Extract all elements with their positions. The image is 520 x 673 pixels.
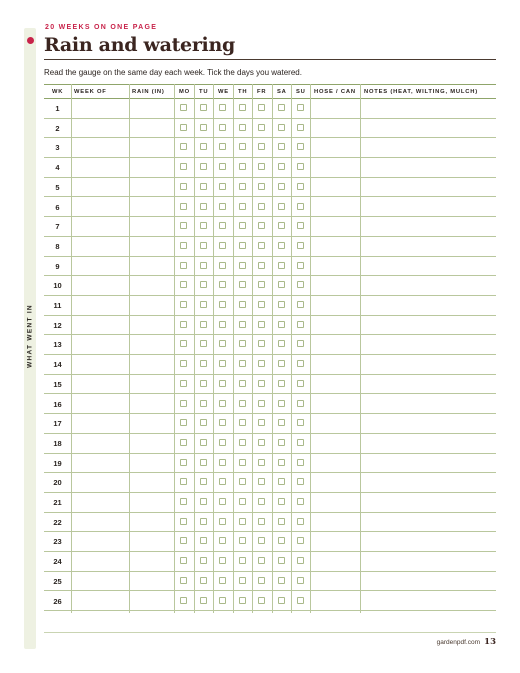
checkbox-mo[interactable] [180, 380, 187, 387]
week-number: 10 [53, 281, 62, 291]
checkbox-tu[interactable] [200, 537, 207, 544]
checkbox-tu[interactable] [200, 301, 207, 308]
checkbox-fr[interactable] [258, 163, 265, 170]
week-number: 6 [55, 202, 60, 212]
checkbox-mo[interactable] [180, 104, 187, 111]
checkbox-th[interactable] [239, 143, 246, 150]
side-label: WHAT WENT IN [26, 304, 34, 368]
checkbox-su[interactable] [297, 439, 304, 446]
checkbox-tu[interactable] [200, 143, 207, 150]
checkbox-fr[interactable] [258, 222, 265, 229]
page-number: 13 [484, 637, 496, 647]
checkbox-th[interactable] [239, 518, 246, 525]
checkbox-we[interactable] [219, 557, 226, 564]
checkbox-tu[interactable] [200, 597, 207, 604]
checkbox-sa[interactable] [278, 459, 285, 466]
checkbox-fr[interactable] [258, 301, 265, 308]
week-number: 22 [53, 517, 62, 527]
header-th: TH [238, 89, 248, 95]
checkbox-mo[interactable] [180, 321, 187, 328]
checkbox-fr[interactable] [258, 262, 265, 269]
checkbox-mo[interactable] [180, 597, 187, 604]
header-su: SU [296, 89, 306, 95]
week-number: 14 [53, 360, 62, 370]
checkbox-mo[interactable] [180, 459, 187, 466]
checkbox-su[interactable] [297, 222, 304, 229]
checkbox-we[interactable] [219, 380, 226, 387]
checkbox-we[interactable] [219, 124, 226, 131]
table-row [44, 493, 496, 513]
checkbox-we[interactable] [219, 577, 226, 584]
table-row [44, 335, 496, 355]
checkbox-su[interactable] [297, 459, 304, 466]
checkbox-th[interactable] [239, 498, 246, 505]
checkbox-tu[interactable] [200, 340, 207, 347]
checkbox-sa[interactable] [278, 262, 285, 269]
checkbox-we[interactable] [219, 400, 226, 407]
footer-site: gardenpdf.com [436, 639, 480, 646]
header-we: WE [218, 89, 229, 95]
checkbox-th[interactable] [239, 597, 246, 604]
checkbox-mo[interactable] [180, 360, 187, 367]
checkbox-sa[interactable] [278, 242, 285, 249]
table-row [44, 592, 496, 612]
intro-text: Read the gauge on the same day each week. Tick the days you watered. [44, 68, 302, 77]
checkbox-fr[interactable] [258, 124, 265, 131]
week-number: 11 [53, 301, 62, 310]
checkbox-tu[interactable] [200, 360, 207, 367]
checkbox-we[interactable] [219, 143, 226, 150]
checkbox-th[interactable] [239, 104, 246, 111]
checkbox-su[interactable] [297, 360, 304, 367]
table-row [44, 513, 496, 533]
table-row [44, 257, 496, 277]
week-number: 20 [53, 478, 62, 488]
checkbox-su[interactable] [297, 203, 304, 210]
checkbox-sa[interactable] [278, 163, 285, 170]
week-number: 13 [53, 340, 62, 350]
checkbox-fr[interactable] [258, 203, 265, 210]
checkbox-th[interactable] [239, 183, 246, 190]
page-title: Rain and watering [44, 34, 235, 56]
header-wk: WK [52, 89, 64, 95]
checkbox-th[interactable] [239, 459, 246, 466]
header-mo: MO [179, 89, 190, 95]
week-number: 25 [53, 576, 62, 586]
table-row [44, 434, 496, 454]
table-row [44, 375, 496, 395]
checkbox-mo[interactable] [180, 281, 187, 288]
table-row [44, 414, 496, 434]
table-row [44, 119, 496, 139]
checkbox-su[interactable] [297, 340, 304, 347]
checkbox-th[interactable] [239, 222, 246, 229]
checkbox-su[interactable] [297, 380, 304, 387]
checkbox-su[interactable] [297, 104, 304, 111]
table-row [44, 572, 496, 592]
checkbox-fr[interactable] [258, 557, 265, 564]
table-header [44, 84, 496, 99]
watering-table [44, 84, 496, 613]
table-row [44, 473, 496, 493]
table-row [44, 99, 496, 119]
table-row [44, 178, 496, 198]
checkbox-tu[interactable] [200, 478, 207, 485]
checkbox-th[interactable] [239, 537, 246, 544]
week-number: 19 [53, 458, 62, 468]
checkbox-we[interactable] [219, 163, 226, 170]
checkbox-fr[interactable] [258, 478, 265, 485]
checkbox-sa[interactable] [278, 537, 285, 544]
checkbox-su[interactable] [297, 143, 304, 150]
accent-dot [27, 37, 34, 44]
checkbox-tu[interactable] [200, 321, 207, 328]
checkbox-su[interactable] [297, 537, 304, 544]
checkbox-th[interactable] [239, 124, 246, 131]
week-number: 7 [55, 222, 60, 232]
checkbox-fr[interactable] [258, 459, 265, 466]
checkbox-sa[interactable] [278, 301, 285, 308]
checkbox-tu[interactable] [200, 281, 207, 288]
header-fr: FR [257, 89, 267, 95]
checkbox-mo[interactable] [180, 439, 187, 446]
checkbox-we[interactable] [219, 537, 226, 544]
header-hose: HOSE / CAN [314, 89, 356, 95]
checkbox-fr[interactable] [258, 577, 265, 584]
checkbox-we[interactable] [219, 459, 226, 466]
checkbox-fr[interactable] [258, 183, 265, 190]
checkbox-th[interactable] [239, 380, 246, 387]
checkbox-sa[interactable] [278, 183, 285, 190]
checkbox-fr[interactable] [258, 281, 265, 288]
checkbox-we[interactable] [219, 203, 226, 210]
checkbox-th[interactable] [239, 478, 246, 485]
checkbox-fr[interactable] [258, 143, 265, 150]
kicker: 20 WEEKS ON ONE PAGE [45, 24, 158, 31]
checkbox-we[interactable] [219, 242, 226, 249]
checkbox-mo[interactable] [180, 557, 187, 564]
checkbox-su[interactable] [297, 400, 304, 407]
checkbox-sa[interactable] [278, 518, 285, 525]
week-number: 17 [53, 419, 62, 429]
week-number: 9 [55, 261, 60, 271]
checkbox-fr[interactable] [258, 597, 265, 604]
checkbox-we[interactable] [219, 183, 226, 190]
checkbox-we[interactable] [219, 340, 226, 347]
week-number: 18 [53, 438, 62, 448]
checkbox-th[interactable] [239, 281, 246, 288]
checkbox-fr[interactable] [258, 400, 265, 407]
header-notes: NOTES (HEAT, WILTING, MULCH) [364, 89, 478, 95]
checkbox-su[interactable] [297, 419, 304, 426]
table-row [44, 237, 496, 257]
checkbox-tu[interactable] [200, 557, 207, 564]
checkbox-fr[interactable] [258, 321, 265, 328]
checkbox-sa[interactable] [278, 597, 285, 604]
checkbox-fr[interactable] [258, 439, 265, 446]
checkbox-sa[interactable] [278, 577, 285, 584]
checkbox-mo[interactable] [180, 124, 187, 131]
header-week-of: WEEK OF [74, 89, 107, 95]
checkbox-fr[interactable] [258, 380, 265, 387]
checkbox-we[interactable] [219, 597, 226, 604]
checkbox-we[interactable] [219, 321, 226, 328]
checkbox-fr[interactable] [258, 104, 265, 111]
checkbox-sa[interactable] [278, 478, 285, 485]
checkbox-sa[interactable] [278, 281, 285, 288]
header-rain: RAIN (IN) [132, 89, 165, 95]
checkbox-th[interactable] [239, 577, 246, 584]
checkbox-sa[interactable] [278, 203, 285, 210]
week-number: 15 [53, 379, 62, 389]
week-number: 5 [55, 182, 60, 192]
checkbox-we[interactable] [219, 360, 226, 367]
checkbox-su[interactable] [297, 557, 304, 564]
checkbox-tu[interactable] [200, 203, 207, 210]
checkbox-mo[interactable] [180, 222, 187, 229]
checkbox-mo[interactable] [180, 537, 187, 544]
checkbox-mo[interactable] [180, 301, 187, 308]
checkbox-th[interactable] [239, 203, 246, 210]
checkbox-fr[interactable] [258, 537, 265, 544]
table-row [44, 552, 496, 572]
checkbox-sa[interactable] [278, 124, 285, 131]
checkbox-su[interactable] [297, 281, 304, 288]
table-row [44, 198, 496, 218]
checkbox-fr[interactable] [258, 242, 265, 249]
checkbox-su[interactable] [297, 242, 304, 249]
table-row [44, 138, 496, 158]
checkbox-we[interactable] [219, 262, 226, 269]
table-row [44, 532, 496, 552]
checkbox-we[interactable] [219, 439, 226, 446]
checkbox-fr[interactable] [258, 360, 265, 367]
checkbox-we[interactable] [219, 222, 226, 229]
checkbox-we[interactable] [219, 478, 226, 485]
checkbox-tu[interactable] [200, 380, 207, 387]
checkbox-mo[interactable] [180, 242, 187, 249]
checkbox-th[interactable] [239, 262, 246, 269]
checkbox-mo[interactable] [180, 577, 187, 584]
checkbox-sa[interactable] [278, 419, 285, 426]
checkbox-mo[interactable] [180, 143, 187, 150]
checkbox-su[interactable] [297, 321, 304, 328]
week-number: 1 [55, 104, 60, 113]
title-rule [44, 59, 496, 60]
checkbox-sa[interactable] [278, 222, 285, 229]
checkbox-sa[interactable] [278, 321, 285, 328]
checkbox-su[interactable] [297, 478, 304, 485]
checkbox-th[interactable] [239, 242, 246, 249]
checkbox-su[interactable] [297, 124, 304, 131]
checkbox-th[interactable] [239, 400, 246, 407]
week-number: 24 [53, 557, 62, 567]
checkbox-su[interactable] [297, 262, 304, 269]
checkbox-th[interactable] [239, 557, 246, 564]
checkbox-tu[interactable] [200, 459, 207, 466]
checkbox-su[interactable] [297, 577, 304, 584]
checkbox-sa[interactable] [278, 400, 285, 407]
checkbox-mo[interactable] [180, 183, 187, 190]
checkbox-mo[interactable] [180, 478, 187, 485]
checkbox-th[interactable] [239, 301, 246, 308]
checkbox-mo[interactable] [180, 518, 187, 525]
header-sa: SA [277, 89, 287, 95]
checkbox-sa[interactable] [278, 340, 285, 347]
checkbox-sa[interactable] [278, 104, 285, 111]
checkbox-we[interactable] [219, 301, 226, 308]
checkbox-sa[interactable] [278, 557, 285, 564]
checkbox-mo[interactable] [180, 203, 187, 210]
week-number: 21 [53, 498, 62, 507]
checkbox-fr[interactable] [258, 518, 265, 525]
checkbox-sa[interactable] [278, 498, 285, 505]
checkbox-we[interactable] [219, 104, 226, 111]
checkbox-mo[interactable] [180, 498, 187, 505]
checkbox-su[interactable] [297, 163, 304, 170]
week-number: 23 [53, 537, 62, 547]
table-row [44, 217, 496, 237]
checkbox-mo[interactable] [180, 163, 187, 170]
checkbox-sa[interactable] [278, 143, 285, 150]
checkbox-fr[interactable] [258, 498, 265, 505]
checkbox-fr[interactable] [258, 419, 265, 426]
table-row [44, 316, 496, 336]
checkbox-th[interactable] [239, 321, 246, 328]
week-number: 8 [55, 241, 60, 251]
checkbox-we[interactable] [219, 281, 226, 288]
checkbox-tu[interactable] [200, 104, 207, 111]
checkbox-sa[interactable] [278, 439, 285, 446]
checkbox-tu[interactable] [200, 577, 207, 584]
checkbox-mo[interactable] [180, 419, 187, 426]
checkbox-sa[interactable] [278, 380, 285, 387]
table-row [44, 276, 496, 296]
checkbox-tu[interactable] [200, 124, 207, 131]
week-number: 26 [53, 596, 62, 606]
checkbox-tu[interactable] [200, 518, 207, 525]
checkbox-th[interactable] [239, 419, 246, 426]
checkbox-th[interactable] [239, 340, 246, 347]
checkbox-tu[interactable] [200, 222, 207, 229]
checkbox-mo[interactable] [180, 340, 187, 347]
checkbox-we[interactable] [219, 518, 226, 525]
checkbox-tu[interactable] [200, 419, 207, 426]
checkbox-we[interactable] [219, 419, 226, 426]
checkbox-fr[interactable] [258, 340, 265, 347]
checkbox-th[interactable] [239, 439, 246, 446]
week-number: 4 [55, 163, 60, 173]
bottom-rule [44, 632, 496, 633]
checkbox-mo[interactable] [180, 400, 187, 407]
checkbox-tu[interactable] [200, 163, 207, 170]
checkbox-tu[interactable] [200, 439, 207, 446]
checkbox-su[interactable] [297, 597, 304, 604]
checkbox-su[interactable] [297, 183, 304, 190]
week-number: 3 [55, 143, 60, 153]
checkbox-mo[interactable] [180, 262, 187, 269]
checkbox-tu[interactable] [200, 262, 207, 269]
checkbox-su[interactable] [297, 498, 304, 505]
week-number: 2 [55, 123, 60, 133]
table-row [44, 355, 496, 375]
checkbox-tu[interactable] [200, 498, 207, 505]
table-row [44, 395, 496, 415]
table-row [44, 454, 496, 474]
header-tu: TU [199, 89, 209, 95]
checkbox-tu[interactable] [200, 183, 207, 190]
table-row [44, 296, 496, 316]
checkbox-tu[interactable] [200, 400, 207, 407]
table-row [44, 158, 496, 178]
checkbox-tu[interactable] [200, 242, 207, 249]
checkbox-we[interactable] [219, 498, 226, 505]
checkbox-sa[interactable] [278, 360, 285, 367]
checkbox-th[interactable] [239, 163, 246, 170]
checkbox-th[interactable] [239, 360, 246, 367]
checkbox-su[interactable] [297, 518, 304, 525]
week-number: 16 [53, 399, 62, 409]
week-number: 12 [53, 320, 62, 330]
checkbox-su[interactable] [297, 301, 304, 308]
